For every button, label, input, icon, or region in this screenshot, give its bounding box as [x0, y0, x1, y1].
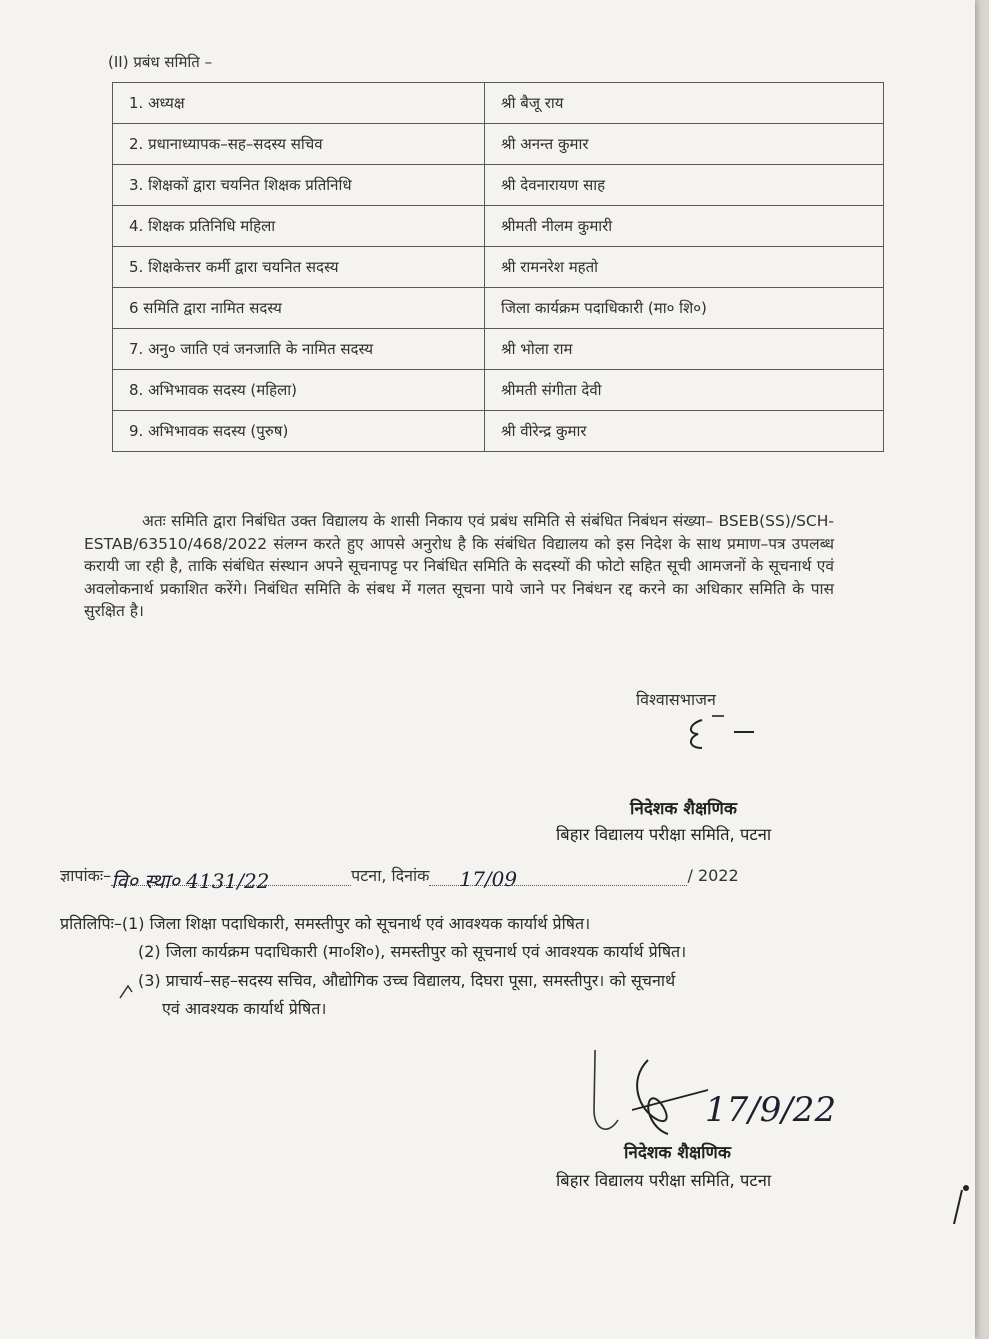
- table-row: [113, 83, 884, 124]
- committee-member: श्रीमती नीलम कुमारी: [485, 206, 884, 247]
- table-row: [113, 247, 884, 288]
- reference-line: [60, 864, 800, 893]
- signatory-org: बिहार विद्यालय परीक्षा समिति, पटना: [556, 825, 772, 844]
- reference-label: ज्ञापांकः–: [60, 866, 112, 885]
- section-heading: (II) प्रबंध समिति –: [108, 53, 213, 71]
- table-row: [113, 370, 884, 411]
- table-row: [113, 329, 884, 370]
- tick-mark: [116, 978, 146, 1004]
- table-row: [113, 411, 884, 452]
- body-paragraph-text: अतः समिति द्वारा निबंधित उक्त विद्यालय के शासी निकाय एवं प्रबंध समिति से संबंधित निबंधन संख्या– BSEB(SS)/SCH-ESTAB/63510/468/2022 संलग्न करते हुए आपसे अनुरोध है कि संबंधित विद्यालय को इस निदेश के साथ प्रमाण–पत्र उपलब्ध करायी जा रही है, ताकि संबंधित संस्थान अपने सूचनापट्ट पर निबंधित समिति के सदस्यों की फोटो सहित सूची आमजनों के सूचनार्थ एवं अवलोकनार्थ प्रकाशित करेंगे। निबंधित समिति के संबध में गलत सूचना पाये जाने पर निबंधन रद्द करने का अधिकार समिति के पास सुरक्षित है।: [84, 512, 834, 620]
- signatory-title-2: निदेशक शैक्षणिक: [624, 1143, 731, 1163]
- reference-number: वि० स्था० 4131/22: [111, 869, 270, 893]
- reference-year: / 2022: [687, 866, 739, 885]
- committee-post: 4. शिक्षक प्रतिनिधि महिला: [113, 206, 485, 247]
- reference-date: 17/09: [459, 867, 518, 891]
- committee-member: श्री रामनरेश महतो: [485, 247, 884, 288]
- committee-post: 5. शिक्षकेत्तर कर्मी द्वारा चयनित सदस्य: [113, 247, 485, 288]
- committee-member: श्री वीरेन्द्र कुमार: [485, 411, 884, 452]
- committee-member: श्री भोला राम: [485, 329, 884, 370]
- copy-line-2: (2) जिला कार्यक्रम पदाधिकारी (मा०शि०), समस्तीपुर को सूचनार्थ एवं आवश्यक कार्यार्थ प्रेषित।: [138, 942, 687, 961]
- committee-post: 6 समिति द्वारा नामित सदस्य: [113, 288, 485, 329]
- copy-line-3: (3) प्राचार्य–सह–सदस्य सचिव, औद्योगिक उच्च विद्यालय, दिघरा पूसा, समस्तीपुर। को सूचनार्थ: [138, 971, 676, 990]
- committee-member: श्री देवनारायण साह: [485, 165, 884, 206]
- copy-line-1: प्रतिलिपिः–(1) जिला शिक्षा पदाधिकारी, समस्तीपुर को सूचनार्थ एवं आवश्यक कार्यार्थ प्रेषित।: [60, 914, 591, 933]
- table-row: [113, 124, 884, 165]
- signature-date: 17/9/22: [705, 1090, 837, 1130]
- table-row: [113, 165, 884, 206]
- body-paragraph: [84, 510, 834, 623]
- committee-member: श्री अनन्त कुमार: [485, 124, 884, 165]
- ink-mark: [950, 1180, 974, 1230]
- copy-line-4: एवं आवश्यक कार्यार्थ प्रेषित।: [162, 999, 327, 1018]
- committee-post: 8. अभिभावक सदस्य (महिला): [113, 370, 485, 411]
- committee-post: 1. अध्यक्ष: [113, 83, 485, 124]
- place-date-label: पटना, दिनांक: [351, 866, 430, 885]
- signatory-title: निदेशक शैक्षणिक: [630, 799, 737, 819]
- copies-label: प्रतिलिपिः–: [60, 914, 122, 933]
- signatory-org-2: बिहार विद्यालय परीक्षा समिति, पटना: [556, 1171, 772, 1190]
- table-row: [113, 206, 884, 247]
- initial-signature: [684, 712, 764, 752]
- committee-table: [112, 82, 884, 452]
- table-row: [113, 288, 884, 329]
- committee-member: जिला कार्यक्रम पदाधिकारी (मा० शि०): [485, 288, 884, 329]
- committee-member: श्रीमती संगीता देवी: [485, 370, 884, 411]
- committee-post: 3. शिक्षकों द्वारा चयनित शिक्षक प्रतिनिधि: [113, 165, 485, 206]
- committee-post: 7. अनु० जाति एवं जनजाति के नामित सदस्य: [113, 329, 485, 370]
- regards-text: विश्वासभाजन: [636, 690, 716, 709]
- committee-post: 2. प्रधानाध्यापक–सह–सदस्य सचिव: [113, 124, 485, 165]
- committee-member: श्री बैजू राय: [485, 83, 884, 124]
- committee-post: 9. अभिभावक सदस्य (पुरुष): [113, 411, 485, 452]
